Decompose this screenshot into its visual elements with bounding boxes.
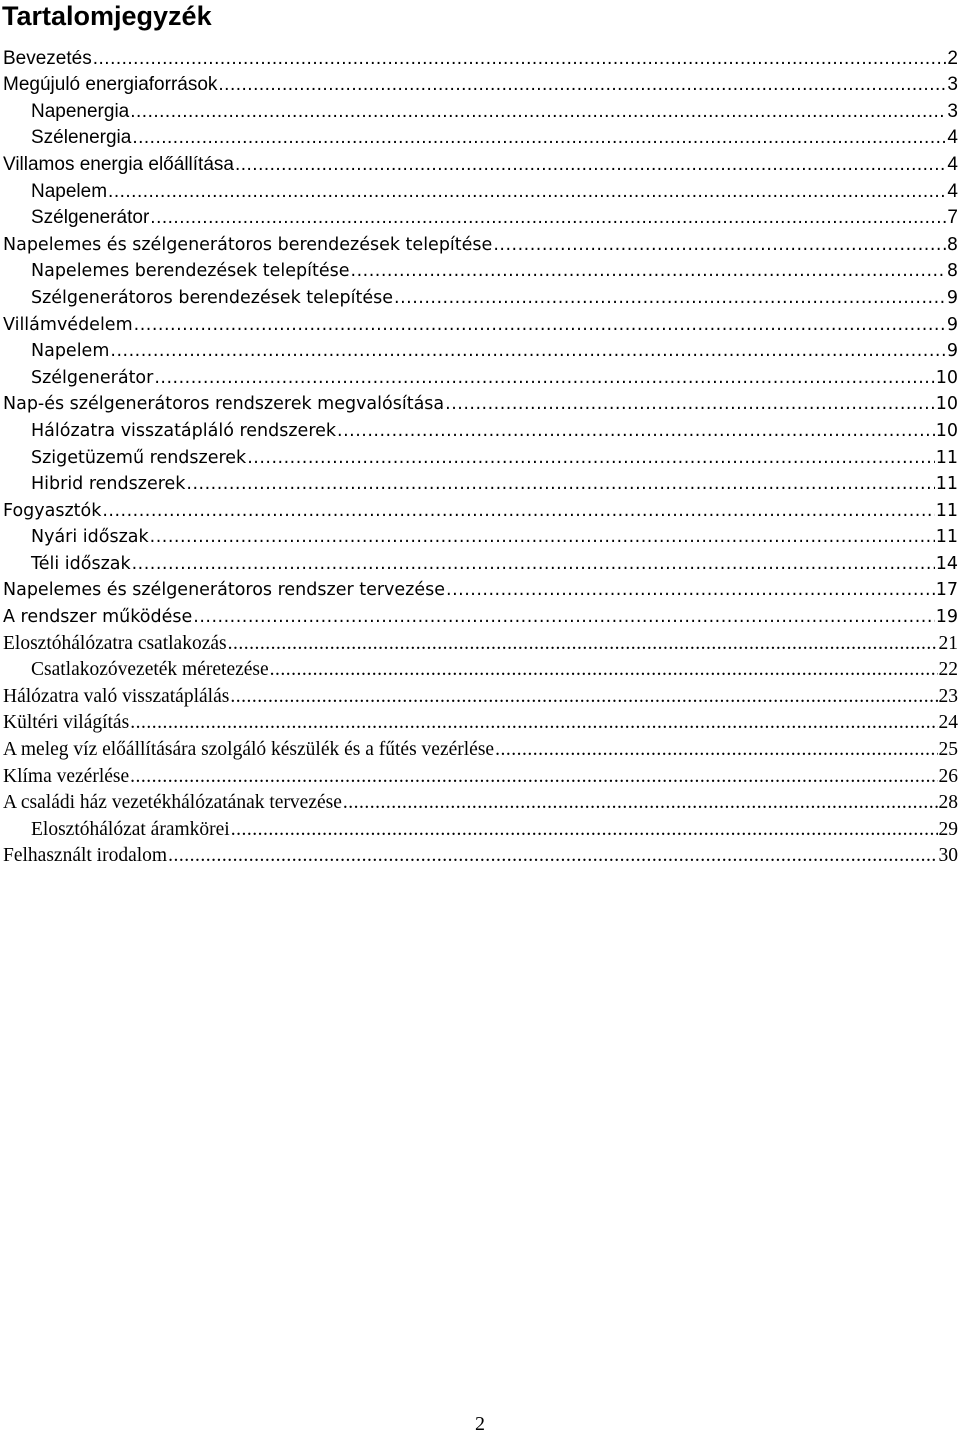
toc-entry[interactable] — [0, 814, 960, 841]
toc-entry-page: 9 — [946, 341, 958, 362]
dot-leader — [154, 367, 934, 389]
toc-entry-page: 30 — [938, 845, 958, 867]
dot-leader — [130, 101, 946, 123]
toc-entry-page: 9 — [946, 287, 958, 308]
toc-entry-page: 3 — [947, 100, 958, 122]
toc-entry-page: 26 — [938, 765, 958, 787]
toc-entry-page: 7 — [947, 207, 958, 229]
dot-leader — [230, 686, 937, 708]
toc-entry[interactable] — [0, 70, 960, 97]
toc-entry-page: 8 — [946, 261, 958, 282]
toc-entry[interactable] — [0, 309, 960, 336]
toc-entry[interactable] — [0, 229, 960, 256]
toc-entry-label: Nyári időszak — [31, 527, 149, 548]
toc-entry[interactable] — [0, 389, 960, 416]
toc-entry-page: 11 — [935, 500, 958, 521]
toc-entry-label: Fogyasztók — [3, 500, 102, 521]
dot-leader — [130, 766, 937, 788]
toc-entry[interactable] — [0, 282, 960, 309]
toc-entry[interactable] — [0, 788, 960, 815]
dot-leader — [235, 154, 946, 176]
toc-entry[interactable] — [0, 841, 960, 868]
toc-entry[interactable] — [0, 415, 960, 442]
toc-entry-label: Csatlakozóvezeték méretezése — [31, 659, 269, 681]
toc-entry-label: Szélgenerátor — [31, 367, 154, 388]
dot-leader — [343, 792, 938, 814]
dot-leader — [108, 181, 946, 203]
dot-leader — [247, 447, 935, 469]
toc-entry-page: 9 — [946, 314, 958, 335]
toc-entry-page: 4 — [947, 153, 958, 175]
toc-entry[interactable] — [0, 495, 960, 522]
toc-entry-page: 11 — [935, 527, 958, 548]
toc-entry-page: 24 — [938, 712, 958, 734]
toc-entry-page: 21 — [938, 632, 958, 654]
toc-entry-label: Szélgenerátoros berendezések telepítése — [31, 287, 394, 308]
toc-entry[interactable] — [0, 708, 960, 735]
toc-entry-label: A rendszer működése — [3, 607, 193, 628]
dot-leader — [186, 473, 934, 495]
toc-entry-label: Villamos energia előállítása — [3, 153, 234, 175]
dot-leader — [150, 526, 935, 548]
dot-leader — [150, 207, 946, 229]
toc-entry-label: Szélenergia — [31, 127, 132, 149]
toc-entry-page: 14 — [935, 553, 958, 574]
toc-entry[interactable] — [0, 203, 960, 230]
toc-entry-page: 29 — [938, 818, 958, 840]
toc-title: Tartalomjegyzék — [2, 1, 212, 31]
dot-leader — [495, 739, 937, 761]
toc-entry-label: Napelemes berendezések telepítése — [31, 261, 350, 282]
toc-entry[interactable] — [0, 256, 960, 283]
dot-leader — [168, 845, 937, 867]
toc-entry-label: Hálózatra visszatápláló rendszerek — [31, 420, 337, 441]
dot-leader — [394, 287, 946, 309]
toc-entry[interactable] — [0, 761, 960, 788]
toc-entry-page: 4 — [947, 180, 958, 202]
toc-entry-label: Hálózatra való visszatáplálás — [3, 685, 230, 707]
dot-leader — [351, 260, 946, 282]
toc-entry[interactable] — [0, 469, 960, 496]
toc-entry-page: 11 — [935, 474, 958, 495]
toc-entry[interactable] — [0, 442, 960, 469]
toc-entry-label: Klíma vezérlése — [3, 765, 130, 787]
dot-leader — [231, 819, 938, 841]
toc-entry-page: 2 — [947, 47, 958, 69]
page-number: 2 — [475, 1413, 485, 1435]
toc-entry-label: Téli időszak — [31, 553, 131, 574]
toc-entry-label: Bevezetés — [3, 47, 92, 69]
toc-entry-page: 19 — [935, 607, 958, 628]
dot-leader — [132, 127, 946, 149]
toc-entry-label: A családi ház vezetékhálózatának tervezése — [3, 792, 342, 814]
toc-entry-label: Napelem — [31, 180, 108, 202]
toc-entry[interactable] — [0, 601, 960, 628]
dot-leader — [130, 712, 937, 734]
dot-leader — [270, 659, 938, 681]
dot-leader — [134, 314, 946, 336]
toc-entry[interactable] — [0, 734, 960, 761]
dot-leader — [337, 420, 935, 442]
toc-entry-page: 22 — [938, 659, 958, 681]
dot-leader — [93, 48, 947, 70]
toc-entry-page: 17 — [935, 580, 958, 601]
toc-entry-page: 10 — [935, 420, 958, 441]
toc-entry-label: Elosztóhálózatra csatlakozás — [3, 632, 227, 654]
toc-entry[interactable] — [0, 628, 960, 655]
toc-entry-page: 3 — [947, 74, 958, 96]
toc-entry-page: 11 — [935, 447, 958, 468]
table-of-contents — [0, 43, 960, 867]
toc-entry-page: 8 — [946, 234, 958, 255]
toc-entry-label: Napelemes és szélgenerátoros berendezések telepítése — [3, 234, 493, 255]
toc-entry[interactable] — [0, 176, 960, 203]
toc-entry-page: 25 — [938, 739, 958, 761]
toc-entry-label: Napenergia — [31, 100, 130, 122]
toc-entry-label: Nap-és szélgenerátoros rendszerek megvalósítása — [3, 394, 445, 415]
toc-entry-label: Napelem — [31, 341, 110, 362]
toc-entry-page: 23 — [938, 685, 958, 707]
toc-entry-label: Megújuló energiaforrások — [3, 74, 218, 96]
dot-leader — [445, 393, 935, 415]
toc-entry[interactable] — [0, 149, 960, 176]
toc-entry[interactable] — [0, 575, 960, 602]
toc-entry-page: 10 — [935, 367, 958, 388]
toc-entry-label: Hibrid rendszerek — [31, 474, 186, 495]
toc-entry-page: 4 — [947, 127, 958, 149]
toc-entry-label: Szélgenerátor — [31, 207, 150, 229]
toc-entry[interactable] — [0, 548, 960, 575]
dot-leader — [110, 340, 945, 362]
toc-entry-label: Napelemes és szélgenerátoros rendszer tervezése — [3, 580, 445, 601]
toc-entry-label: Szigetüzemű rendszerek — [31, 447, 247, 468]
dot-leader — [228, 633, 938, 655]
dot-leader — [193, 606, 934, 628]
dot-leader — [102, 500, 934, 522]
toc-entry[interactable] — [0, 362, 960, 389]
toc-entry-label: Felhasznált irodalom — [3, 845, 168, 867]
toc-entry[interactable] — [0, 43, 960, 70]
toc-entry-label: A meleg víz előállítására szolgáló készülék és a fűtés vezérlése — [3, 739, 495, 761]
dot-leader — [446, 579, 935, 601]
toc-entry[interactable] — [0, 123, 960, 150]
toc-entry-page: 28 — [938, 792, 958, 814]
toc-entry-page: 10 — [935, 394, 958, 415]
toc-entry[interactable] — [0, 655, 960, 682]
dot-leader — [493, 234, 946, 256]
toc-entry-label: Kültéri világítás — [3, 712, 130, 734]
toc-entry[interactable] — [0, 336, 960, 363]
toc-entry-label: Elosztóhálózat áramkörei — [31, 818, 230, 840]
toc-entry[interactable] — [0, 522, 960, 549]
toc-entry-label: Villámvédelem — [3, 314, 133, 335]
dot-leader — [218, 74, 946, 96]
dot-leader — [132, 553, 935, 575]
toc-entry[interactable] — [0, 681, 960, 708]
toc-entry[interactable] — [0, 96, 960, 123]
